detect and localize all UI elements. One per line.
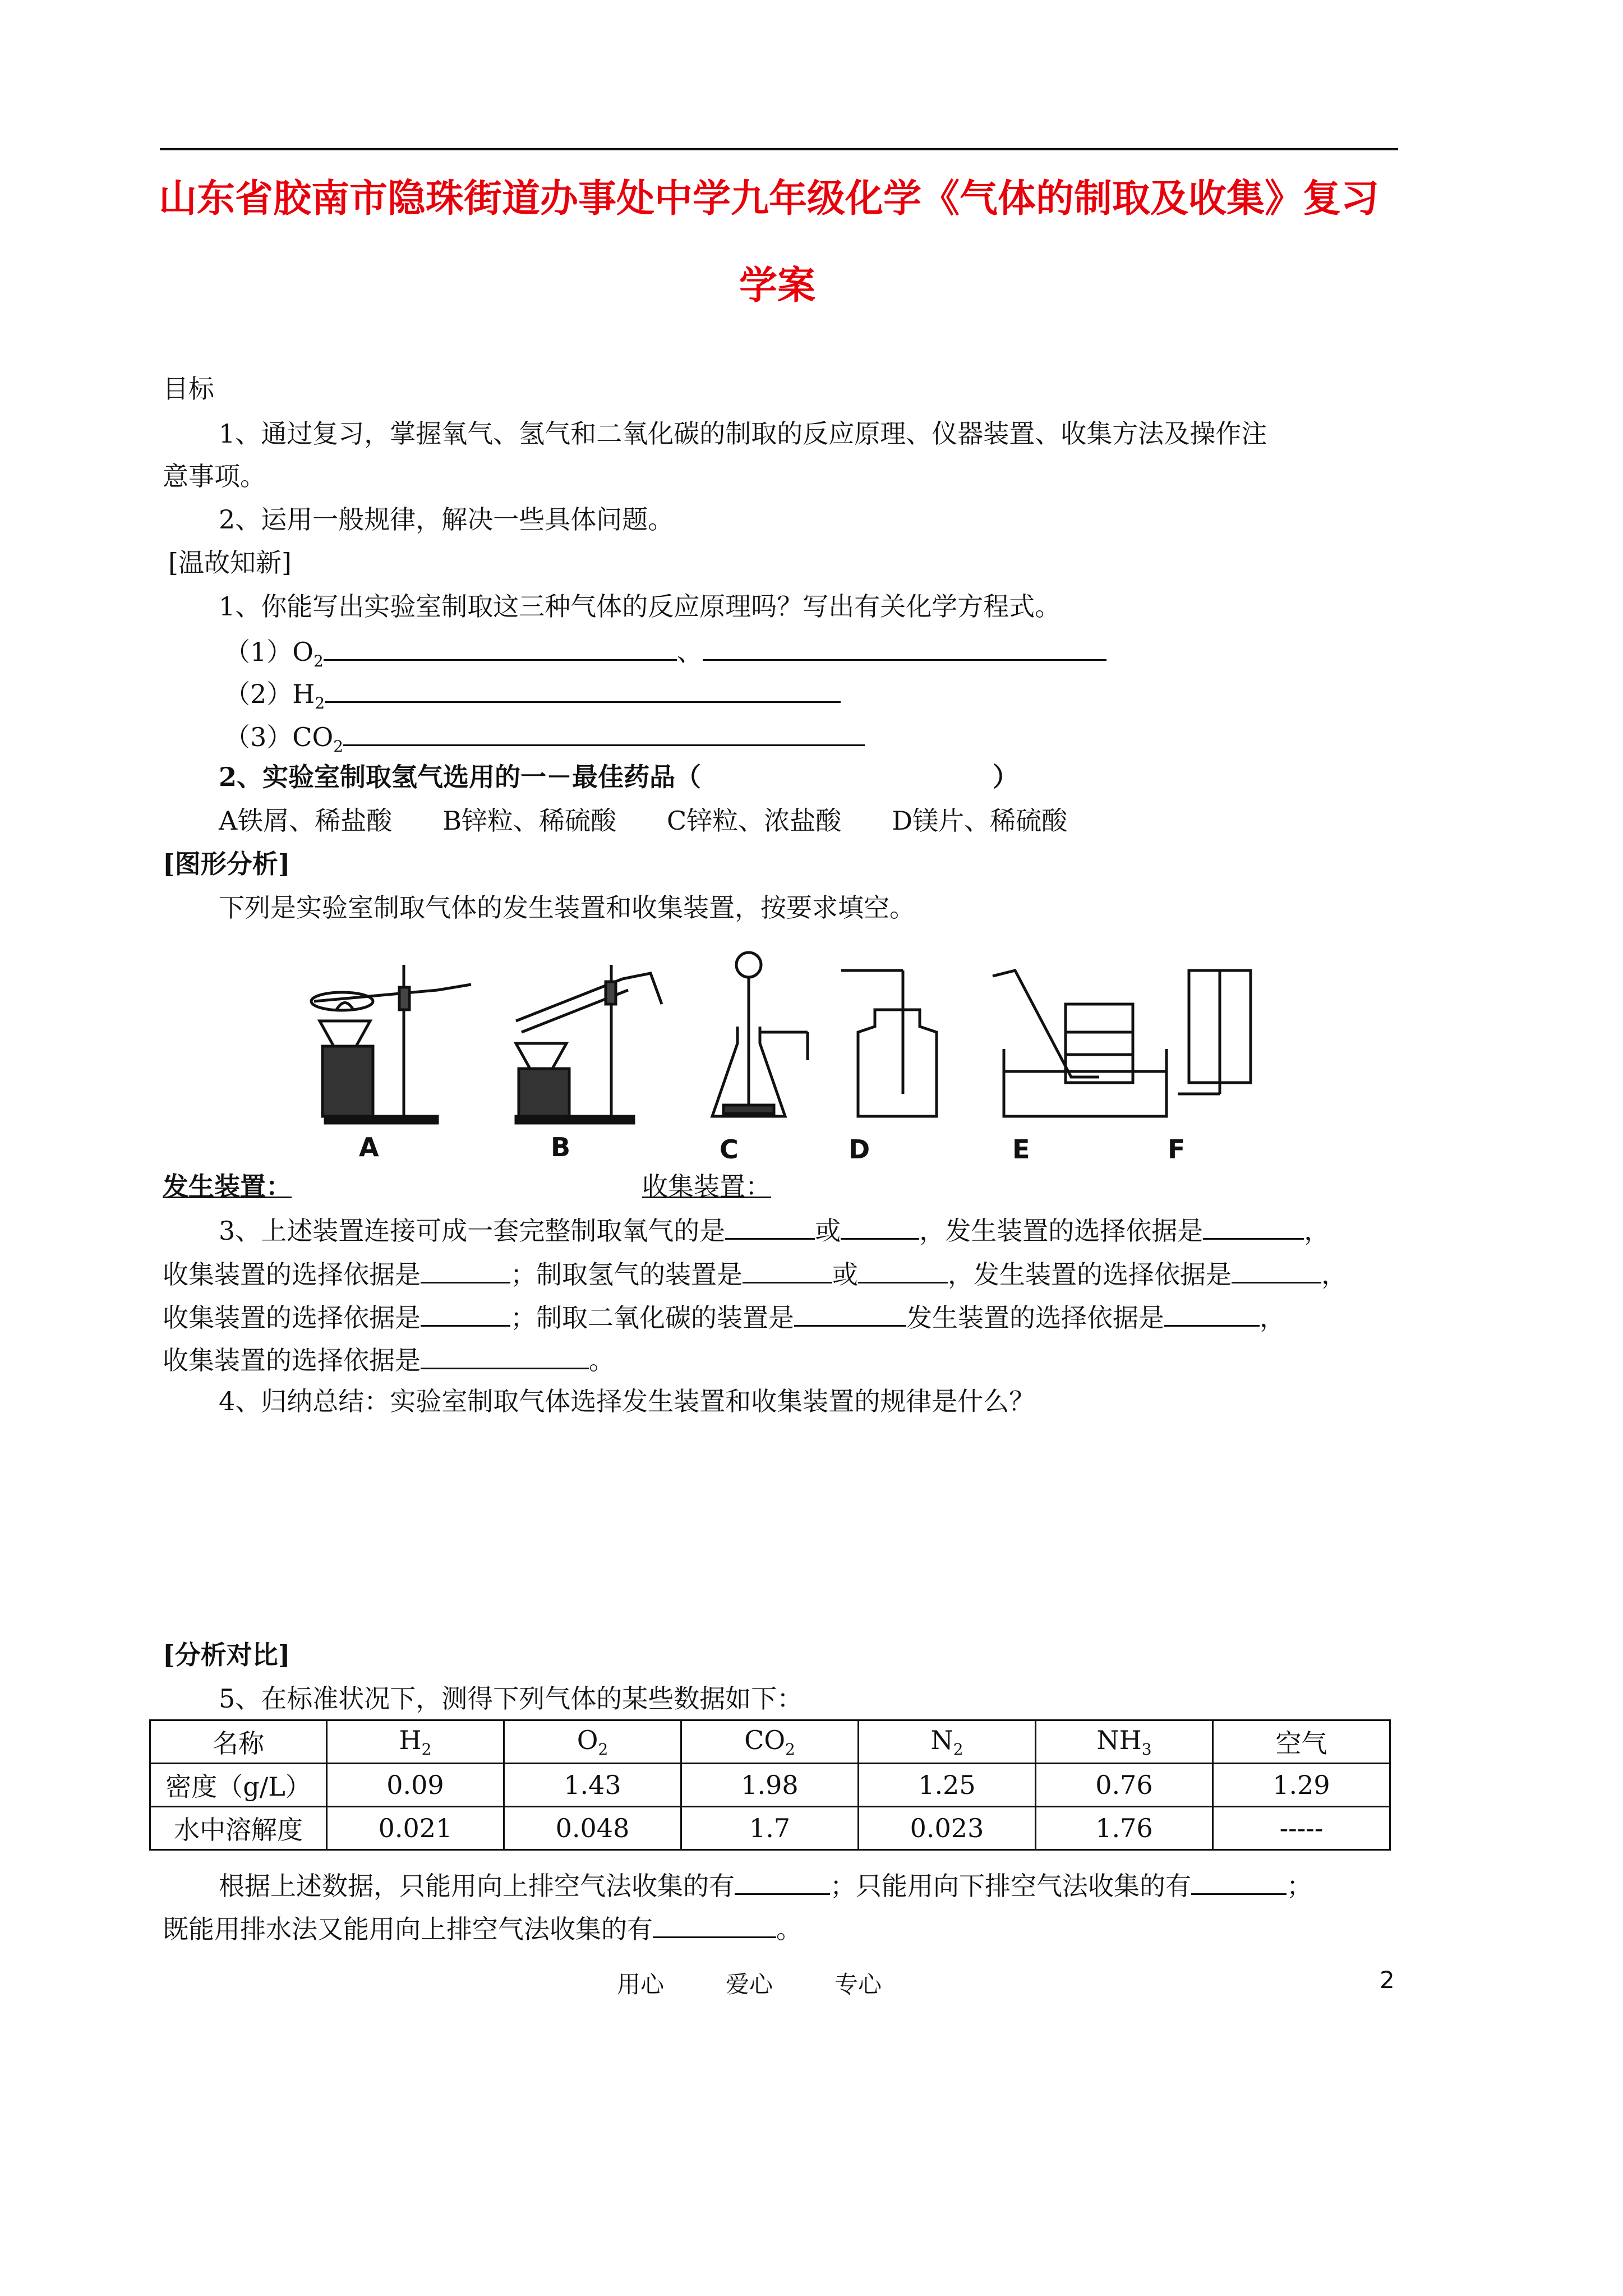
solubility-cell: ----- <box>1213 1807 1390 1850</box>
figure-label-a: A <box>359 1132 379 1162</box>
q3-line-1: 3、上述装置连接可成一套完整制取氧气的是 或 ，发生装置的选择依据是 ， <box>219 1216 1330 1246</box>
answer-blank[interactable] <box>653 1914 776 1938</box>
q1-item-h2: $(2)H_2$ <box>224 679 841 711</box>
question-2: 2、实验室制取氢气选用的一－最佳药品（ ） <box>219 762 1019 792</box>
answer-blank[interactable] <box>841 1216 919 1240</box>
page-number: 2 <box>1380 1966 1395 1994</box>
apparatus-f <box>1178 970 1251 1094</box>
answer-blank[interactable] <box>735 1871 830 1895</box>
answer-blank[interactable] <box>421 1303 510 1327</box>
header-rule <box>160 148 1398 150</box>
q3-line-3: 收集装置的选择依据是 ；制取二氧化碳的装置是 发生装置的选择依据是 ， <box>163 1303 1285 1333</box>
answer-blank[interactable] <box>324 637 677 661</box>
figure-intro: 下列是实验室制取气体的发生装置和收集装置，按要求填空。 <box>219 892 915 923</box>
apparatus-e <box>993 970 1166 1116</box>
goal-1-line-2: 意事项。 <box>163 461 266 491</box>
answer-blank[interactable] <box>325 679 841 703</box>
apparatus-c <box>712 953 808 1116</box>
figure-label-b: B <box>551 1132 571 1162</box>
generation-device-label[interactable]: 发生装置： <box>163 1171 292 1202</box>
answer-blank[interactable] <box>1203 1216 1304 1240</box>
figure-heading: [图形分析] <box>163 849 291 879</box>
figure-label-f: F <box>1168 1134 1186 1165</box>
question-1: 1、你能写出实验室制取这三种气体的反应原理吗？写出有关化学方程式。 <box>219 591 1061 622</box>
answer-blank[interactable] <box>858 1259 948 1283</box>
gas-data-table <box>149 1719 1391 1851</box>
solubility-cell: 0.021 <box>327 1807 504 1850</box>
answer-blank[interactable] <box>343 722 865 746</box>
answer-blank[interactable] <box>421 1345 589 1369</box>
density-cell: 1.43 <box>504 1764 681 1807</box>
answer-blank[interactable] <box>1164 1303 1260 1327</box>
figure-label-d: D <box>849 1134 870 1165</box>
title-line-1: 山东省胶南市隐珠街道办事处中学九年级化学《气体的制取及收集》复习 <box>159 177 1380 221</box>
row-header-name: 名称 <box>150 1720 327 1764</box>
answer-blank[interactable] <box>1191 1871 1287 1895</box>
apparatus-d <box>841 970 937 1116</box>
goals-heading: 目标 <box>163 374 214 404</box>
collection-device-label[interactable]: 收集装置： <box>642 1171 771 1202</box>
density-cell: 0.09 <box>327 1764 504 1807</box>
answer-blank[interactable] <box>743 1259 832 1283</box>
table-row <box>150 1764 1390 1807</box>
gas-name-cell: $CO_2$ <box>681 1720 859 1764</box>
gas-name-cell: $NH_3$ <box>1036 1720 1213 1764</box>
compare-heading: [分析对比] <box>163 1640 291 1670</box>
conclusion-line-1: 根据上述数据，只能用向上排空气法收集的有 ；只能用向下排空气法收集的有 ； <box>219 1871 1312 1901</box>
title-line-2: 学案 <box>739 264 816 308</box>
table-row <box>150 1807 1390 1850</box>
answer-blank[interactable] <box>703 637 1106 661</box>
figure-label-e: E <box>1012 1134 1030 1165</box>
table-row <box>150 1720 1390 1764</box>
solubility-cell: 0.048 <box>504 1807 681 1850</box>
row-header-density: 密度（g/L） <box>150 1764 327 1807</box>
answer-blank[interactable] <box>794 1303 906 1327</box>
footer-motto: 用心 爱心 专心 <box>617 1971 882 1998</box>
review-heading: [温故知新] <box>168 547 292 578</box>
density-cell: 0.76 <box>1036 1764 1213 1807</box>
goal-1-line-1: 1、通过复习，掌握氧气、氢气和二氧化碳的制取的反应原理、仪器装置、收集方法及操作注 <box>219 418 1267 449</box>
gas-name-cell: 空气 <box>1213 1720 1390 1764</box>
conclusion-line-2: 既能用排水法又能用向上排空气法收集的有 。 <box>163 1914 802 1944</box>
q3-line-2: 收集装置的选择依据是 ；制取氢气的装置是 或 ，发生装置的选择依据是 ， <box>163 1259 1347 1290</box>
density-cell: 1.29 <box>1213 1764 1390 1807</box>
solubility-cell: 1.76 <box>1036 1807 1213 1850</box>
answer-blank[interactable] <box>421 1259 510 1283</box>
q3-line-4: 收集装置的选择依据是 。 <box>163 1345 615 1375</box>
apparatus-b <box>516 965 662 1123</box>
gas-name-cell: $H_2$ <box>327 1720 504 1764</box>
solubility-cell: 1.7 <box>681 1807 859 1850</box>
density-cell: 1.25 <box>859 1764 1036 1807</box>
question-5: 5、在标准状况下，测得下列气体的某些数据如下： <box>219 1683 803 1714</box>
density-cell: 1.98 <box>681 1764 859 1807</box>
answer-blank[interactable] <box>1232 1259 1321 1283</box>
apparatus-a <box>311 965 471 1123</box>
solubility-cell: 0.023 <box>859 1807 1036 1850</box>
gas-name-cell: $O_2$ <box>504 1720 681 1764</box>
goal-2: 2、运用一般规律，解决一些具体问题。 <box>219 504 674 535</box>
answer-blank[interactable] <box>725 1216 815 1240</box>
apparatus-figure <box>303 948 1256 1144</box>
q1-item-o2: $(1)O_2$ 、 <box>224 637 1106 669</box>
gas-name-cell: $N_2$ <box>859 1720 1036 1764</box>
figure-label-c: C <box>720 1134 739 1165</box>
q2-options: A铁屑、稀盐酸 B锌粒、稀硫酸 C锌粒、浓盐酸 D镁片、稀硫酸 <box>219 806 1068 836</box>
row-header-solubility: 水中溶解度 <box>150 1807 327 1850</box>
question-4: 4、归纳总结：实验室制取气体选择发生装置和收集装置的规律是什么？ <box>219 1386 1035 1416</box>
q1-item-co2: $(3)CO_2$ <box>224 722 865 754</box>
